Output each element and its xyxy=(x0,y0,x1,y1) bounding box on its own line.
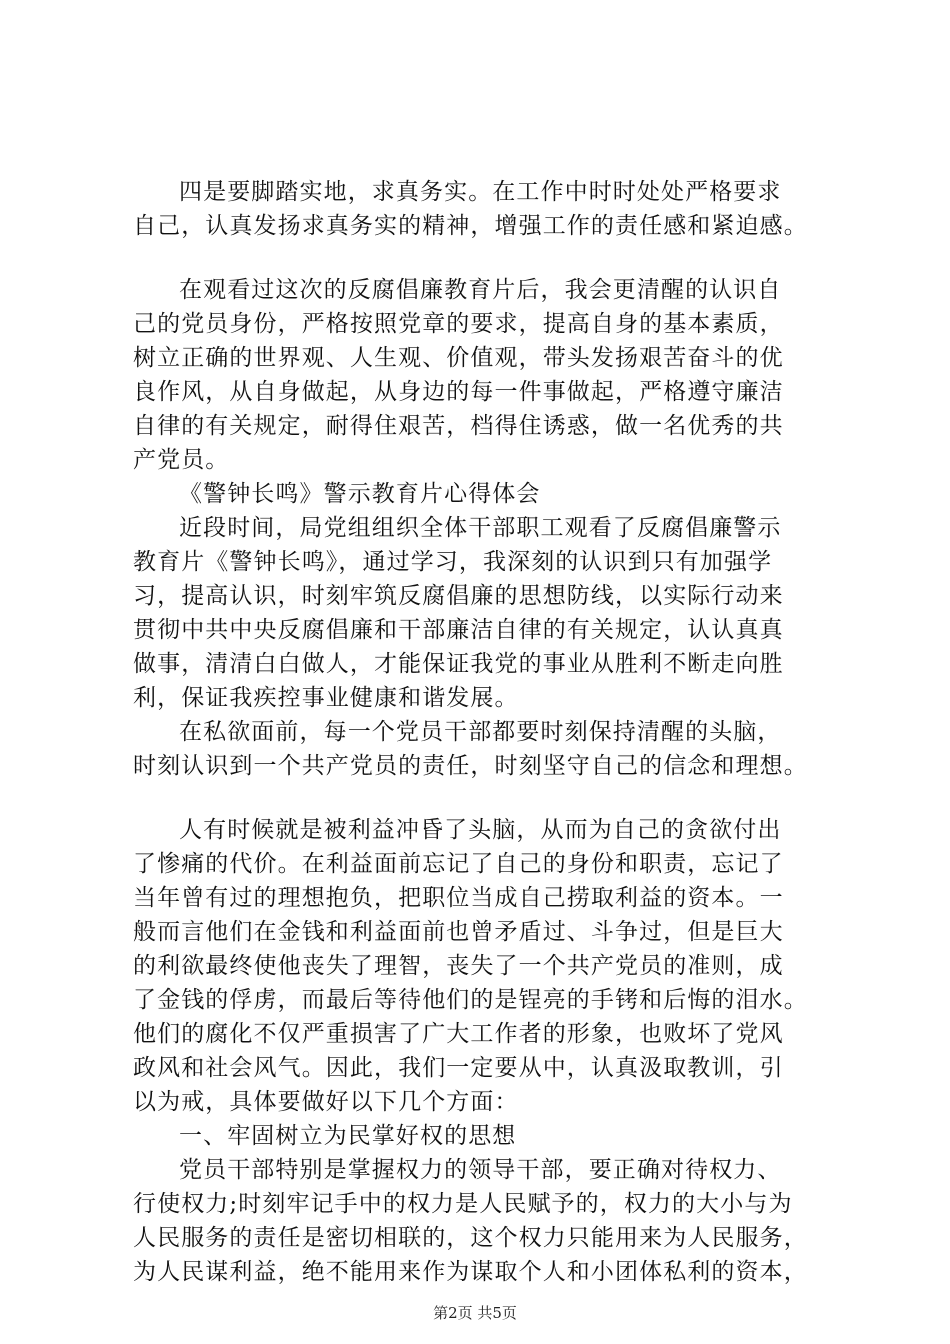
paragraph-line: 近段时间，局党组组织全体干部职工观看了反腐倡廉警示 xyxy=(179,515,782,541)
paragraph-line: 在观看过这次的反腐倡廉教育片后，我会更清醒的认识自 xyxy=(179,277,782,303)
paragraph-line: 般而言他们在金钱和利益面前也曾矛盾过、斗争过，但是巨大 xyxy=(133,919,784,945)
paragraph-line: 习，提高认识，时刻牢筑反腐倡廉的思想防线，以实际行动来 xyxy=(133,583,784,609)
paragraph-line: 人有时候就是被利益冲昏了头脑，从而为自己的贪欲付出 xyxy=(179,817,782,843)
paragraph-line: 自律的有关规定，耐得住艰苦，档得住诱惑，做一名优秀的共 xyxy=(133,413,784,439)
paragraph-line: 产党员。 xyxy=(133,447,230,473)
paragraph-line: 教育片《警钟长鸣》，通过学习，我深刻的认识到只有加强学 xyxy=(133,549,773,575)
paragraph-line: 政风和社会风气。因此，我们一定要从中，认真汲取教训，引 xyxy=(133,1055,784,1081)
paragraph-line: 了惨痛的代价。在利益面前忘记了自己的身份和职责，忘记了 xyxy=(133,851,784,877)
paragraph-line: 在私欲面前，每一个党员干部都要时刻保持清醒的头脑， xyxy=(179,719,782,745)
paragraph-line: 的利欲最终使他丧失了理智，丧失了一个共产党员的准则，成 xyxy=(133,953,784,979)
paragraph-line: 己的党员身份，严格按照党章的要求，提高自身的基本素质， xyxy=(133,311,784,337)
paragraph-line: 为人民谋利益，绝不能用来作为谋取个人和小团体私利的资本， xyxy=(133,1259,808,1285)
paragraph-line: 当年曾有过的理想抱负，把职位当成自己捞取利益的资本。一 xyxy=(133,885,784,911)
paragraph-line: 四是要脚踏实地，求真务实。在工作中时时处处严格要求 xyxy=(179,179,782,205)
paragraph-line: 了金钱的俘虏，而最后等待他们的是锃亮的手铐和后悔的泪水。 xyxy=(133,987,808,1013)
section-heading: 一、牢固树立为民掌好权的思想 xyxy=(179,1123,517,1149)
paragraph-line: 良作风，从自身做起，从身边的每一件事做起，严格遵守廉洁 xyxy=(133,379,784,405)
paragraph-line: 时刻认识到一个共产党员的责任，时刻坚守自己的信念和理想。 xyxy=(133,753,808,779)
paragraph-line: 利，保证我疾控事业健康和谐发展。 xyxy=(133,685,519,711)
paragraph-line: 树立正确的世界观、人生观、价值观，带头发扬艰苦奋斗的优 xyxy=(133,345,784,371)
paragraph-line: 行使权力;时刻牢记手中的权力是人民赋予的，权力的大小与为 xyxy=(133,1191,793,1217)
paragraph-line: 人民服务的责任是密切相联的，这个权力只能用来为人民服务， xyxy=(133,1225,808,1251)
paragraph-line: 他们的腐化不仅严重损害了广大工作者的形象，也败坏了党风 xyxy=(133,1021,784,1047)
paragraph-line: 做事，清清白白做人，才能保证我党的事业从胜利不断走向胜 xyxy=(133,651,784,677)
paragraph-line: 自己，认真发扬求真务实的精神，增强工作的责任感和紧迫感。 xyxy=(133,213,808,239)
paragraph-line: 贯彻中共中央反腐倡廉和干部廉洁自律的有关规定，认认真真 xyxy=(133,617,784,643)
paragraph-line: 以为戒，具体要做好以下几个方面： xyxy=(133,1089,519,1115)
page-footer: 第2页 共5页 xyxy=(433,1304,517,1322)
paragraph-line: 党员干部特别是掌握权力的领导干部，要正确对待权力、 xyxy=(179,1157,782,1183)
section-title: 《警钟长鸣》警示教育片心得体会 xyxy=(179,481,541,507)
